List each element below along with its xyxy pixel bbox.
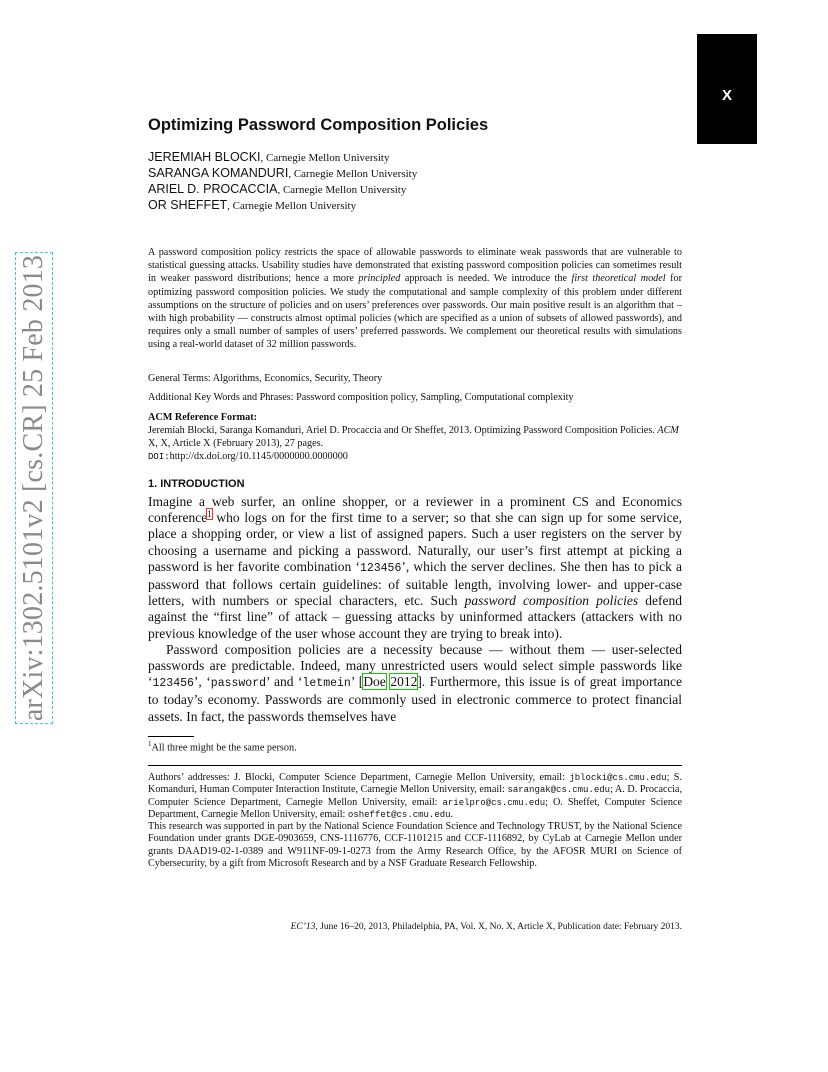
author-affiliation: , Carnegie Mellon University [288, 168, 418, 180]
password-example: password [210, 677, 267, 691]
email: osheffet@cs.cmu.edu [347, 809, 451, 820]
arxiv-stamp-text[interactable]: arXiv:1302.5101v2 [cs.CR] 25 Feb 2013 [18, 254, 49, 722]
text: ; A. D. Procaccia, Computer Science Department, Carnegie Mellon University, email: [148, 784, 682, 808]
footer-text: , June 16–20, 2013, Philadelphia, PA, Vol. X, No. X, Article X, Publication date: February 2013. [315, 922, 682, 932]
addresses-text [148, 772, 682, 821]
emphasis: password composition policies [464, 593, 639, 609]
text: ’ and ‘ [266, 674, 303, 690]
password-example: 123456 [152, 677, 194, 691]
abstract-text [148, 246, 682, 352]
abstract-part: approach is needed. We introduce the [400, 273, 572, 285]
doi-line [148, 450, 682, 464]
article-number-label: X [721, 87, 732, 104]
paragraph [148, 494, 682, 642]
text: ; S. Komanduri, Human Computer Interaction Institute, Carnegie Mellon University, email: [148, 772, 682, 796]
email: arielpro@cs.cmu.edu [442, 797, 546, 808]
footnote-link[interactable]: 1 [207, 508, 212, 519]
acm-reference-text [148, 424, 682, 450]
text: ; O. Sheffet, Computer Science Department, Carnegie Mellon University, email: [148, 796, 682, 820]
doi-label: DOI: [148, 452, 170, 462]
footnote [148, 740, 297, 753]
article-number-tab [697, 34, 757, 144]
keywords: Additional Key Words and Phrases: Password composition policy, Sampling, Computational complexity [148, 392, 574, 403]
citation-link[interactable]: 2012 [390, 674, 418, 690]
author-addresses [148, 772, 682, 870]
abstract-part: A password composition policy restricts the space of allowable passwords to eliminate weak passwords that are vulnerable to statistical guessing attacks. Usability studies have demonstrated that existing password composition policies can sometimes result in weaker password distributions; hence a more [148, 247, 682, 285]
abstract-emphasis: principled [358, 273, 401, 285]
page-footer [148, 922, 682, 932]
acm-citation: Jeremiah Blocki, Saranga Komanduri, Ariel D. Procaccia and Or Sheffet, 2013. Optimizing Password Composition Policies. [148, 425, 658, 436]
text: ’, ‘ [193, 674, 211, 690]
author-name: ARIEL D. PROCACCIA [148, 182, 278, 196]
author-line [148, 150, 417, 166]
funding-text: This research was supported in part by the National Science Foundation Science and Technology TRUST, by the National Science Foundation under grants DGE-0903659, CNS-1116776, CCF-1101215 and CCF-1116892, by CyLab at Carnegie Mellon under grants DAAD19-02-1-0389 and W911NF-09-1-0273 from the Army Research Office, by the AFOSR MURI on Science of Cybersecurity, by a gift from Microsoft Research and by a NSF Graduate Research Fellowship. [148, 821, 682, 870]
author-line [148, 198, 417, 214]
footnote-mark: 1 [148, 740, 152, 748]
footnote-rule [148, 736, 194, 737]
paper-title: Optimizing Password Composition Policies [148, 116, 489, 134]
paragraph [148, 642, 682, 725]
text: . [450, 808, 454, 820]
password-example: letmein [302, 677, 351, 691]
general-terms: General Terms: Algorithms, Economics, Security, Theory [148, 373, 383, 384]
abstract [148, 246, 682, 352]
author-affiliation: , Carnegie Mellon University [260, 152, 390, 164]
text: who logs on for the first time to a server; so that she can sign up for some service, place a shopping order, or view a list of assigned papers. Such a user registers on the server by choosing a username and picking a password. Naturally, our user’s first attempt at picking a password is her favorite combination ‘ [148, 510, 682, 574]
venue: EC’13 [290, 922, 316, 932]
email: jblocki@cs.cmu.edu [569, 773, 667, 783]
text: ’, which the server declines. She then has to pick a password that follows certain guidelines: of suitable length, involving lower- and upper-case letters, with numbers or special characters, etc. Such [148, 558, 682, 609]
citation-link[interactable]: Doe [363, 674, 386, 690]
section-heading: 1. INTRODUCTION [148, 478, 245, 490]
acm-citation: X, X, Article X (February 2013), 27 pages. [148, 438, 324, 449]
text: Authors’ addresses: J. Blocki, Computer Science Department, Carnegie Mellon University, email: [148, 772, 570, 783]
author-line [148, 166, 417, 182]
acm-journal: ACM [657, 425, 679, 436]
text: ]. Furthermore, this issue is of great importance to today’s economy. Passwords are commonly used in electronic commerce to protect financial assets. In fact, the passwords themselves have [148, 674, 682, 724]
text: defend against the “first line” of attack – guessing attacks by uninformed attackers (attackers with no previous knowledge of the user whose account they are trying to break into). [148, 593, 682, 641]
author-line [148, 182, 417, 198]
email: sarangak@cs.cmu.edu [507, 785, 611, 796]
introduction-body [148, 494, 682, 725]
text: ’ [ [350, 674, 364, 690]
text: Imagine a web surfer, an online shopper, or a reviewer in a prominent CS and Economics conference [148, 494, 682, 526]
acm-reference-heading: ACM Reference Format: [148, 412, 257, 423]
abstract-part: for optimizing password composition policies. We study the computational and sample complexity of this problem under different assumptions on the structure of policies and on users’ preferences over passwords. Our main positive result is an algorithm that – with high probability — constructs almost optimal policies (which are specified as a union of subsets of allowed passwords), and requires only a small number of samples of users’ preferred passwords. We complement our theoretical results with simulations using a real-world dataset of 32 million passwords. [148, 273, 683, 351]
author-name: OR SHEFFET [148, 198, 228, 212]
text: Password composition policies are a necessity because — without them — user-selected passwords are predictable. Indeed, many unrestricted users would select simple passwords like ‘ [148, 641, 682, 690]
password-example: 123456 [359, 561, 402, 575]
author-name: JEREMIAH BLOCKI [148, 150, 261, 164]
abstract-emphasis: first theoretical model [571, 273, 666, 285]
author-affiliation: , Carnegie Mellon University [227, 200, 357, 212]
author-affiliation: , Carnegie Mellon University [277, 184, 407, 196]
author-list [148, 150, 417, 214]
author-name: SARANGA KOMANDURI [148, 166, 289, 180]
acm-reference [148, 411, 682, 464]
doi-link[interactable]: http://dx.doi.org/10.1145/0000000.0000000 [169, 451, 348, 462]
footnote-text: All three might be the same person. [151, 742, 297, 754]
divider [148, 765, 682, 766]
